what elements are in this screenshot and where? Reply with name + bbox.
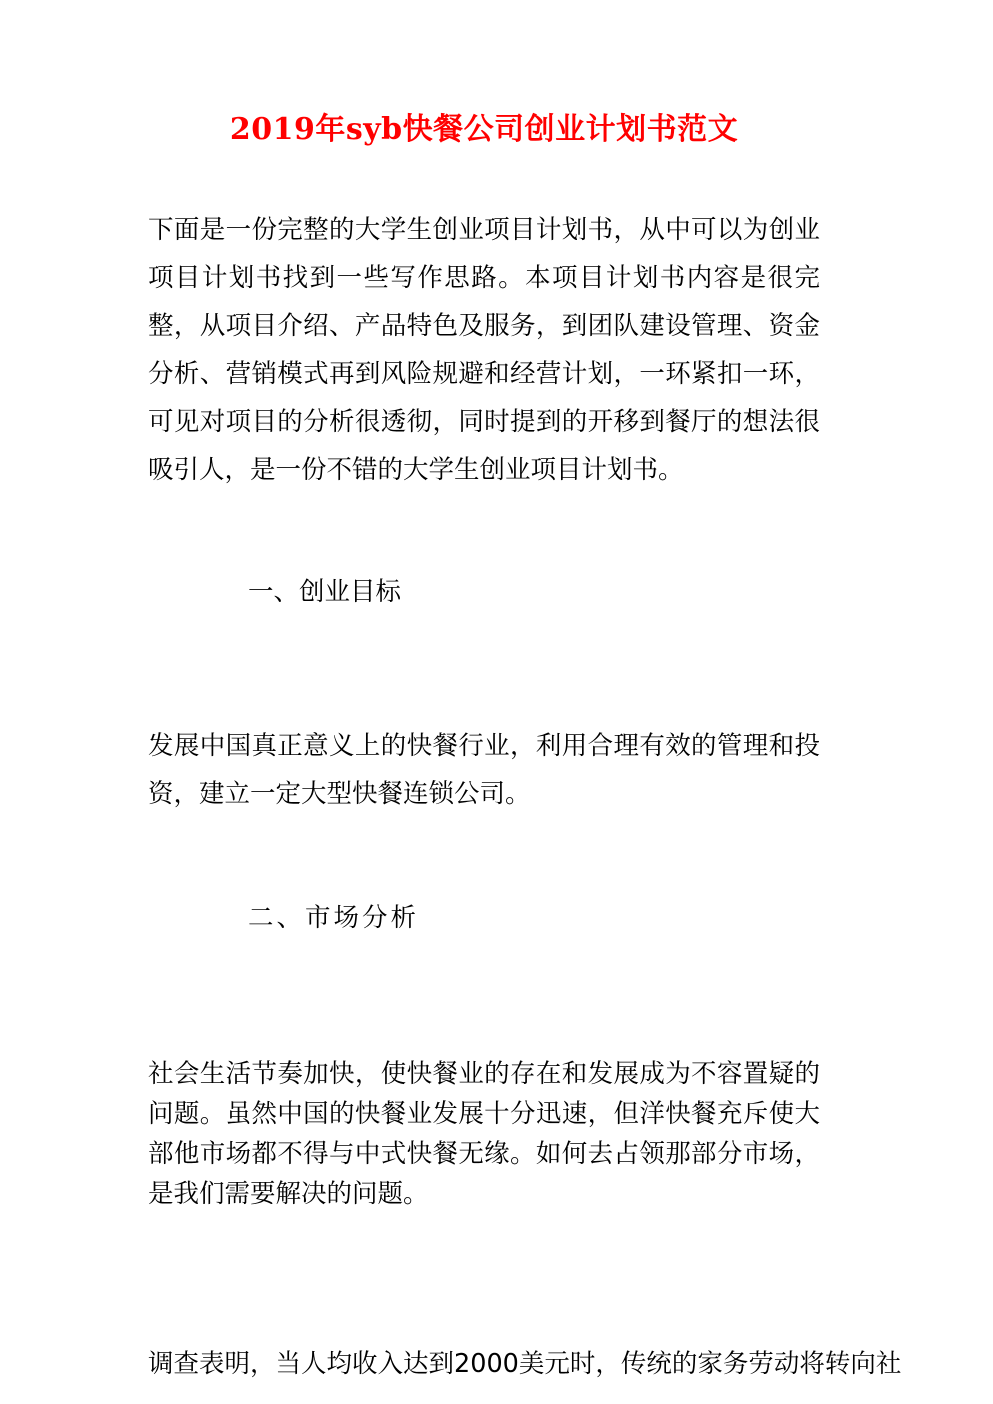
paragraph-goal-body: 发展中国真正意义上的快餐行业，利用合理有效的管理和投资，建立一定大型快餐连锁公司。 xyxy=(148,731,820,809)
paragraph-intro: 下面是一份完整的大学生创业项目计划书，从中可以为创业项目计划书找到一些写作思路。本项目计划书内容是很完整，从项目介绍、产品特色及服务，到团队建设管理、资金分析、营销模式再到风险规避和经营计划，一环紧扣一环，可见对项目的分析很透彻，同时提到的开移到餐厅的想法很吸引人，是一份不错的大学生创业项目计划书。 xyxy=(148,215,820,485)
paragraph-market-body: 社会生活节奏加快，使快餐业的存在和发展成为不容置疑的问题。虽然中国的快餐业发展十分迅速，但洋快餐充斥使大部他市场都不得与中式快餐无缘。如何去占领那部分市场，是我们需要解决的问题。 xyxy=(148,1059,820,1209)
page-title: 2019年syb快餐公司创业计划书范文 xyxy=(229,112,739,147)
paragraph-survey-body: 调查表明，当人均收入达到2000美元时，传统的家务劳动将转向社 xyxy=(148,1349,902,1379)
section-heading-one: 一、创业目标 xyxy=(248,577,402,607)
document-content xyxy=(148,0,902,1384)
section-heading-two: 二、市场分析 xyxy=(248,903,420,933)
